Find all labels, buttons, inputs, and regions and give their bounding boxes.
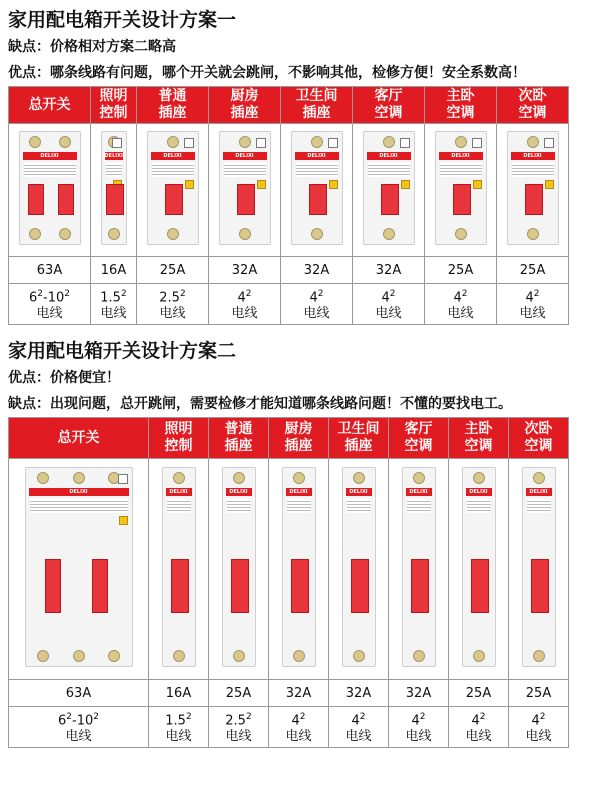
test-button-icon	[185, 180, 194, 189]
brand-logo: DELIXI	[511, 152, 555, 160]
amperage-value: 32A	[329, 680, 389, 707]
terminal-screw-icon	[527, 136, 539, 148]
column-header	[509, 418, 569, 459]
amperage-value: 25A	[509, 680, 569, 707]
wire-unit: 电线	[225, 729, 252, 745]
wire-unit: 电线	[159, 306, 186, 322]
plan2-pros: 优点：价格便宜！	[8, 370, 120, 386]
wire-gauge-sup: 2	[245, 711, 252, 722]
wire-gauge	[353, 286, 424, 306]
terminal-screw-icon	[473, 472, 485, 484]
wire-unit: 电线	[36, 306, 63, 322]
brand-logo: DELIXI	[286, 488, 312, 496]
amperage-value: 25A	[425, 257, 497, 284]
column-header-line: 插座	[158, 105, 187, 121]
breaker-cell	[9, 459, 149, 680]
terminal-screw-icon	[167, 228, 179, 240]
toggle-handle-icon	[525, 184, 543, 215]
wire-gauge-base: 6	[58, 713, 67, 729]
terminal-screw-icon	[173, 472, 185, 484]
terminal-screw-icon	[455, 136, 467, 148]
column-header	[425, 87, 497, 124]
brand-logo: DELIXI	[223, 152, 267, 160]
wire-gauge-base: 1.5	[100, 290, 121, 306]
column-header	[389, 418, 449, 459]
circuit-breaker-icon	[291, 131, 343, 245]
brand-logo: DELIXI	[29, 488, 129, 496]
terminal-screw-icon	[173, 650, 185, 662]
wire-gauge	[9, 709, 148, 729]
column-header-line: 照明	[164, 421, 193, 437]
wire-gauge-base: 4	[309, 290, 318, 306]
column-header-line: 厨房	[230, 88, 259, 104]
test-button-icon	[401, 180, 410, 189]
amperage-value: 32A	[281, 257, 353, 284]
toggle-handle-icon	[92, 559, 108, 612]
breaker-row	[9, 124, 569, 257]
wire-gauge-sup: 2	[93, 711, 99, 722]
brand-logo: DELIXI	[104, 153, 123, 159]
column-header-line: 插座	[224, 438, 253, 454]
wire-unit: 电线	[447, 306, 474, 322]
wire-gauge	[209, 286, 280, 306]
wire-gauge	[425, 286, 496, 306]
spec-label-icon	[106, 163, 122, 177]
plan2-section	[0, 331, 600, 748]
brand-logo: DELIXI	[466, 488, 492, 496]
wire-gauge	[329, 709, 388, 729]
toggle-handle-icon	[351, 559, 369, 612]
column-header-line: 总开关	[57, 429, 100, 446]
plan1-title: 家用配电箱开关设计方案一	[8, 9, 237, 31]
column-header-line: 普通	[224, 421, 253, 437]
column-header-line: 插座	[302, 105, 331, 121]
wire-unit: 电线	[231, 306, 258, 322]
test-button-icon	[329, 180, 338, 189]
terminal-screw-icon	[73, 472, 85, 484]
wire-gauge-sup: 2	[64, 288, 70, 299]
wire-gauge-sup: 2	[419, 711, 426, 722]
column-header-line: 卫生间	[295, 88, 338, 104]
r-mark-icon	[400, 138, 410, 148]
column-header-line: 主卧	[446, 88, 475, 104]
r-mark-icon	[544, 138, 554, 148]
terminal-screw-icon	[108, 650, 120, 662]
test-button-icon	[473, 180, 482, 189]
spec-label-icon	[24, 163, 76, 177]
wire-size	[425, 284, 497, 325]
column-header-line: 控制	[164, 438, 193, 454]
terminal-screw-icon	[233, 472, 245, 484]
terminal-screw-icon	[73, 650, 85, 662]
brand-logo: DELIXI	[166, 488, 192, 496]
wire-gauge-sup: 2	[299, 711, 306, 722]
breaker-cell	[137, 124, 209, 257]
column-header-line: 控制	[99, 105, 128, 121]
breaker-cell	[149, 459, 209, 680]
wire-size	[209, 707, 269, 748]
terminal-screw-icon	[413, 472, 425, 484]
terminal-screw-icon	[383, 136, 395, 148]
column-header-line: 厨房	[284, 421, 313, 437]
circuit-breaker-icon	[282, 467, 316, 667]
wire-gauge-base: 4	[471, 713, 480, 729]
breaker-cell	[509, 459, 569, 680]
amperage-value: 32A	[353, 257, 425, 284]
column-header	[9, 418, 149, 459]
amperage-value: 32A	[389, 680, 449, 707]
circuit-breaker-icon	[25, 467, 133, 667]
wire-unit: 电线	[525, 729, 552, 745]
wire-gauge	[389, 709, 448, 729]
column-header	[209, 418, 269, 459]
spec-label-icon	[527, 499, 551, 513]
brand-logo: DELIXI	[439, 152, 483, 160]
breaker-cell	[269, 459, 329, 680]
wire-size	[509, 707, 569, 748]
wire-size-row	[9, 284, 569, 325]
column-header	[497, 87, 569, 124]
brand-logo: DELIXI	[367, 152, 411, 160]
wire-gauge-sup: 2	[539, 711, 546, 722]
circuit-breaker-icon	[522, 467, 556, 667]
brand-logo: DELIXI	[346, 488, 372, 496]
plan2-table	[8, 417, 569, 748]
wire-gauge	[209, 709, 268, 729]
wire-size	[137, 284, 209, 325]
terminal-screw-icon	[533, 650, 545, 662]
terminal-screw-icon	[239, 228, 251, 240]
plan1-pros: 优点：哪条线路有问题，哪个开关就会跳闸，不影响其他，检修方便！安全系数高！	[8, 65, 526, 81]
breaker-cell	[497, 124, 569, 257]
amperage-value: 32A	[269, 680, 329, 707]
wire-gauge	[281, 286, 352, 306]
circuit-breaker-icon	[435, 131, 487, 245]
toggle-handle-icon	[28, 184, 44, 215]
terminal-screw-icon	[455, 228, 467, 240]
brand-logo: DELIXI	[151, 152, 195, 160]
amperage-row	[9, 680, 569, 707]
column-header-line: 插座	[284, 438, 313, 454]
column-header-line: 空调	[524, 438, 553, 454]
wire-unit: 电线	[405, 729, 432, 745]
plan2-title: 家用配电箱开关设计方案二	[8, 340, 237, 362]
wire-gauge	[269, 709, 328, 729]
wire-size	[209, 284, 281, 325]
circuit-breaker-icon	[219, 131, 271, 245]
r-mark-icon	[472, 138, 482, 148]
wire-unit: 电线	[375, 306, 402, 322]
column-header	[353, 87, 425, 124]
column-header-line: 插座	[344, 438, 373, 454]
breaker-cell	[209, 124, 281, 257]
plan1-table	[8, 86, 569, 325]
wire-size	[389, 707, 449, 748]
terminal-screw-icon	[527, 228, 539, 240]
column-header	[9, 87, 91, 124]
terminal-screw-icon	[167, 136, 179, 148]
circuit-breaker-icon	[342, 467, 376, 667]
wire-gauge-sup: 2	[66, 711, 73, 722]
column-header-line: 客厅	[404, 421, 433, 437]
wire-gauge-range: -10	[72, 713, 94, 729]
terminal-screw-icon	[239, 136, 251, 148]
brand-logo: DELIXI	[295, 152, 339, 160]
wire-size	[497, 284, 569, 325]
wire-size	[329, 707, 389, 748]
wire-gauge	[91, 286, 136, 306]
column-header-line: 卫生间	[337, 421, 380, 437]
wire-gauge-range: -10	[43, 290, 65, 306]
wire-gauge-base: 2.5	[159, 290, 180, 306]
terminal-screw-icon	[29, 136, 41, 148]
circuit-breaker-icon	[402, 467, 436, 667]
column-header	[137, 87, 209, 124]
test-button-icon	[257, 180, 266, 189]
terminal-screw-icon	[108, 228, 120, 240]
plan2-cons: 缺点：出现问题，总开跳闸，需要检修才能知道哪条线路问题！不懂的要找电工。	[8, 396, 512, 412]
terminal-screw-icon	[473, 650, 485, 662]
column-header	[209, 87, 281, 124]
wire-unit: 电线	[345, 729, 372, 745]
amperage-value: 25A	[137, 257, 209, 284]
amperage-value: 32A	[209, 257, 281, 284]
spec-label-icon	[440, 163, 482, 177]
wire-gauge-base: 4	[411, 713, 420, 729]
terminal-screw-icon	[413, 650, 425, 662]
terminal-screw-icon	[533, 472, 545, 484]
toggle-handle-icon	[411, 559, 429, 612]
spec-label-icon	[224, 163, 266, 177]
wire-unit: 电线	[100, 306, 127, 322]
header-row	[9, 87, 569, 124]
wire-gauge-base: 6	[29, 290, 38, 306]
amperage-value: 16A	[91, 257, 137, 284]
spec-label-icon	[347, 499, 371, 513]
test-button-icon	[119, 516, 128, 525]
wire-gauge	[449, 709, 508, 729]
test-button-icon	[545, 180, 554, 189]
wire-gauge-base: 4	[531, 713, 540, 729]
amperage-value: 25A	[497, 257, 569, 284]
spec-label-icon	[467, 499, 491, 513]
wire-gauge-sup: 2	[533, 288, 540, 299]
wire-gauge-base: 4	[237, 290, 246, 306]
wire-gauge-sup: 2	[185, 711, 192, 722]
terminal-screw-icon	[293, 472, 305, 484]
terminal-screw-icon	[293, 650, 305, 662]
terminal-screw-icon	[37, 650, 49, 662]
wire-gauge-sup: 2	[479, 711, 486, 722]
r-mark-icon	[256, 138, 266, 148]
toggle-handle-icon	[231, 559, 249, 612]
wire-gauge-sup: 2	[359, 711, 366, 722]
spec-label-icon	[152, 163, 194, 177]
toggle-handle-icon	[237, 184, 255, 215]
circuit-breaker-icon	[162, 467, 196, 667]
breaker-cell	[91, 124, 137, 257]
wire-gauge	[497, 286, 568, 306]
terminal-screw-icon	[59, 228, 71, 240]
terminal-screw-icon	[29, 228, 41, 240]
toggle-handle-icon	[291, 559, 309, 612]
toggle-handle-icon	[106, 184, 124, 215]
wire-gauge-sup: 2	[245, 288, 252, 299]
terminal-screw-icon	[353, 472, 365, 484]
terminal-screw-icon	[233, 650, 245, 662]
brand-logo: DELIXI	[23, 152, 77, 160]
circuit-breaker-icon	[507, 131, 559, 245]
header-row	[9, 418, 569, 459]
circuit-breaker-icon	[462, 467, 496, 667]
brand-logo: DELIXI	[526, 488, 552, 496]
wire-size	[353, 284, 425, 325]
amperage-value: 25A	[449, 680, 509, 707]
r-mark-icon	[118, 474, 128, 484]
toggle-handle-icon	[471, 559, 489, 612]
wire-unit: 电线	[519, 306, 546, 322]
column-header	[91, 87, 137, 124]
wire-size	[269, 707, 329, 748]
column-header-line: 次卧	[518, 88, 547, 104]
wire-gauge	[9, 286, 90, 306]
plan1-cons: 缺点：价格相对方案二略高	[8, 39, 176, 55]
wire-gauge-sup: 2	[461, 288, 468, 299]
wire-size	[9, 707, 149, 748]
brand-logo: DELIXI	[226, 488, 252, 496]
toggle-handle-icon	[45, 559, 61, 612]
wire-gauge-base: 4	[291, 713, 300, 729]
spec-label-icon	[512, 163, 554, 177]
wire-size	[91, 284, 137, 325]
breaker-cell	[449, 459, 509, 680]
column-header-line: 空调	[464, 438, 493, 454]
breaker-cell	[329, 459, 389, 680]
column-header-line: 插座	[230, 105, 259, 121]
toggle-handle-icon	[531, 559, 549, 612]
r-mark-icon	[184, 138, 194, 148]
wire-gauge-base: 4	[525, 290, 534, 306]
breaker-row	[9, 459, 569, 680]
wire-gauge-sup: 2	[37, 288, 44, 299]
spec-label-icon	[407, 499, 431, 513]
circuit-breaker-icon	[222, 467, 256, 667]
column-header-line: 主卧	[464, 421, 493, 437]
wire-unit: 电线	[303, 306, 330, 322]
breaker-cell	[353, 124, 425, 257]
wire-gauge-sup: 2	[389, 288, 396, 299]
terminal-screw-icon	[353, 650, 365, 662]
wire-gauge-sup: 2	[317, 288, 324, 299]
circuit-breaker-icon	[363, 131, 415, 245]
wire-gauge-sup: 2	[120, 288, 127, 299]
wire-unit: 电线	[165, 729, 192, 745]
toggle-handle-icon	[165, 184, 183, 215]
column-header-line: 客厅	[374, 88, 403, 104]
circuit-breaker-icon	[19, 131, 81, 245]
column-header	[449, 418, 509, 459]
spec-label-icon	[227, 499, 251, 513]
amperage-value: 16A	[149, 680, 209, 707]
brand-logo: DELIXI	[406, 488, 432, 496]
column-header-line: 次卧	[524, 421, 553, 437]
column-header	[329, 418, 389, 459]
r-mark-icon	[112, 138, 122, 148]
breaker-cell	[281, 124, 353, 257]
spec-label-icon	[368, 163, 410, 177]
spec-label-icon	[30, 499, 128, 513]
column-header	[281, 87, 353, 124]
toggle-handle-icon	[381, 184, 399, 215]
wire-size	[449, 707, 509, 748]
column-header-line: 空调	[518, 105, 547, 121]
wire-unit: 电线	[465, 729, 492, 745]
wire-gauge-base: 4	[351, 713, 360, 729]
column-header-line: 照明	[99, 88, 128, 104]
terminal-screw-icon	[383, 228, 395, 240]
wire-gauge-base: 2.5	[225, 713, 246, 729]
circuit-breaker-icon	[101, 131, 127, 245]
terminal-screw-icon	[311, 136, 323, 148]
wire-size	[9, 284, 91, 325]
terminal-screw-icon	[37, 472, 49, 484]
terminal-screw-icon	[311, 228, 323, 240]
r-mark-icon	[328, 138, 338, 148]
breaker-cell	[9, 124, 91, 257]
breaker-cell	[209, 459, 269, 680]
wire-size	[281, 284, 353, 325]
spec-label-icon	[296, 163, 338, 177]
wire-gauge-base: 1.5	[165, 713, 186, 729]
wire-size-row	[9, 707, 569, 748]
plan1-section	[0, 0, 600, 325]
wire-gauge-base: 4	[453, 290, 462, 306]
toggle-handle-icon	[453, 184, 471, 215]
wire-size	[149, 707, 209, 748]
wire-gauge	[149, 709, 208, 729]
breaker-cell	[389, 459, 449, 680]
amperage-row	[9, 257, 569, 284]
toggle-handle-icon	[171, 559, 189, 612]
amperage-value: 25A	[209, 680, 269, 707]
circuit-breaker-icon	[147, 131, 199, 245]
wire-gauge	[509, 709, 568, 729]
wire-gauge-sup: 2	[179, 288, 186, 299]
breaker-cell	[425, 124, 497, 257]
column-header-line: 普通	[158, 88, 187, 104]
wire-gauge	[137, 286, 208, 306]
spec-label-icon	[167, 499, 191, 513]
wire-unit: 电线	[285, 729, 312, 745]
wire-gauge-base: 4	[381, 290, 390, 306]
terminal-screw-icon	[59, 136, 71, 148]
column-header-line: 空调	[374, 105, 403, 121]
amperage-value: 63A	[9, 680, 149, 707]
spec-label-icon	[287, 499, 311, 513]
column-header	[149, 418, 209, 459]
toggle-handle-icon	[309, 184, 327, 215]
amperage-value: 63A	[9, 257, 91, 284]
column-header-line: 空调	[446, 105, 475, 121]
column-header-line: 空调	[404, 438, 433, 454]
wire-unit: 电线	[65, 729, 92, 745]
column-header	[269, 418, 329, 459]
column-header-line: 总开关	[28, 96, 71, 113]
toggle-handle-icon	[58, 184, 74, 215]
